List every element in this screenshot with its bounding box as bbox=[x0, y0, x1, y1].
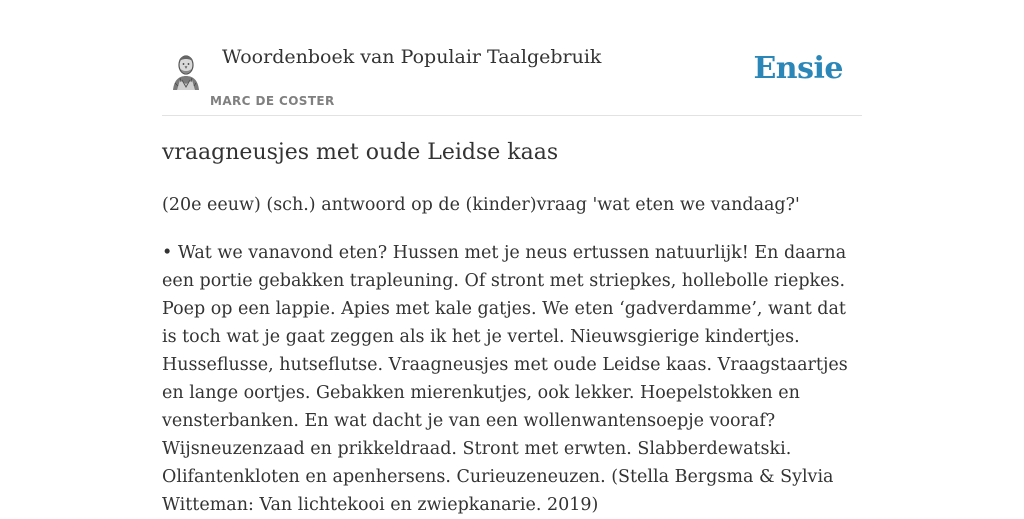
entry-quote: • Wat we vanavond eten? Hussen met je neus ertussen natuurlijk! En daarna een portie gebakken trapleuning. Of stront met striepkes, hollebolle riepkes. Poep op een lappie. Apies met kale gatjes. We eten ‘gadverdamme’, want dat is toch wat je gaat zeggen als ik het je vertel. Nieuwsgierige kindertjes. Husseflusse, hutseflutse. Vraagneusjes met oude Leidse kaas. Vraagstaartjes en lange oortjes. Gebakken mierenkutjes, ook lekker. Hoepelstokken en vensterbanken. En wat dacht je van een wollenwantensoepje vooraf? Wijsneuzenzaad en prikkeldraad. Stront met erwten. Slabberdewatski. Olifantenkloten en apenhersens. Curieuzeneuzen. (Stella Bergsma & Sylvia Witteman: Van lichtekooi en zwiepkanarie. 2019) bbox=[162, 243, 848, 515]
entry-definition: (20e eeuw) (sch.) antwoord op de (kinder)vraag 'wat eten we vandaag?' bbox=[162, 195, 800, 215]
entry-term: vraagneusjes met oude Leidse kaas bbox=[162, 140, 559, 165]
author-portrait-icon bbox=[168, 50, 204, 90]
author-name[interactable]: MARC DE COSTER bbox=[210, 94, 335, 108]
source-title[interactable]: Woordenboek van Populair Taalgebruik bbox=[222, 46, 602, 68]
ensie-logo[interactable]: Ensie bbox=[753, 51, 843, 86]
source-header bbox=[162, 0, 862, 116]
entry-card bbox=[162, 0, 862, 515]
